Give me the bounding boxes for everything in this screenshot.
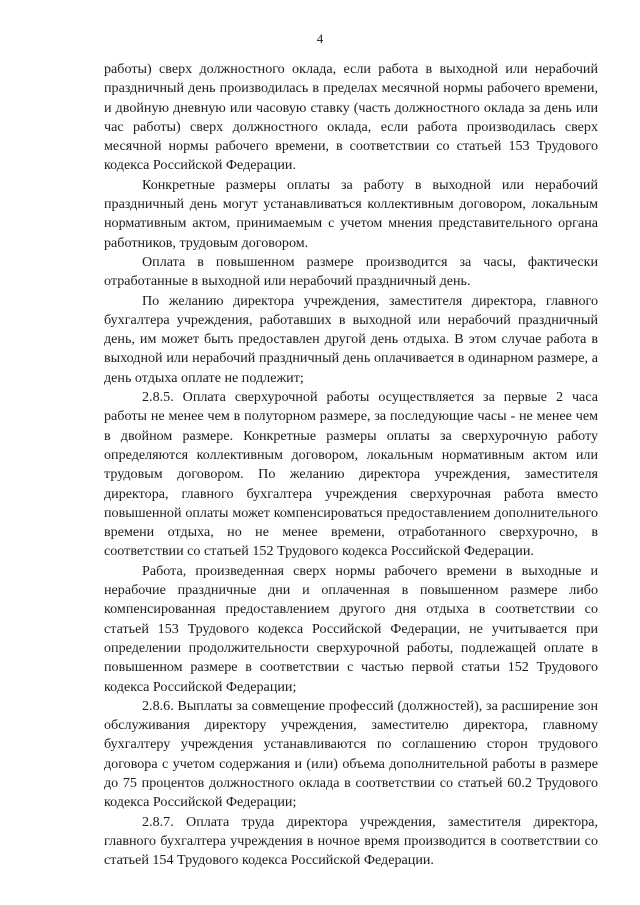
page-number: 4 xyxy=(316,31,324,46)
paragraph-increased-pay-hours: Оплата в повышенном размере производится за часы, фактически отработанные в выходной или нерабочий праздничный день. xyxy=(104,253,598,290)
paragraph-overtime-weekend-continuation: работы) сверх должностного оклада, если работа в выходной или нерабочий праздничный день производилась в пределах месячной нормы рабочего времени, и двойную дневную или часовую ставку (часть должностного оклада за день или час работы) сверх должностного оклада, если работа производилась сверх месячной нормы рабочего времени, в соответствии со статьей 153 Трудового кодекса Российской Федерации. xyxy=(104,61,598,174)
document-body xyxy=(104,60,598,870)
paragraph-weekend-pay-amounts: Конкретные размеры оплаты за работу в выходной или нерабочий праздничный день могут устанавливаться коллективным договором, локальным нормативным актом, принимаемым с учетом мнения представительного органа работников, трудовым договором. xyxy=(104,176,598,251)
paragraph-overtime-exclusion: Работа, произведенная сверх нормы рабочего времени в выходные и нерабочие праздничные дни и оплаченная в повышенном размере либо компенсированная предоставлением другого дня отдыха в соответствии со статьей 153 Трудового кодекса Российской Федерации, не учитывается при определении продолжительности сверхурочной работы, подлежащей оплате в повышенном размере в соответствии с частью первой статьи 152 Трудового кодекса Российской Федерации; xyxy=(104,562,598,695)
paragraph-2-8-7: 2.8.7. Оплата труда директора учреждения, заместителя директора, главного бухгалтера учреждения в ночное время производится в соответствии со статьей 154 Трудового кодекса Российской Федерации. xyxy=(104,813,598,869)
paragraph-2-8-5: 2.8.5. Оплата сверхурочной работы осуществляется за первые 2 часа работы не менее чем в полуторном размере, за последующие часы - не менее чем в двойном размере. Конкретные размеры оплаты за сверхурочную работу определяются коллективным договором, локальным нормативным актом или трудовым договором. По желанию директора учреждения, заместителя директора, главного бухгалтера учреждения сверхурочная работа вместо повышенной оплаты может компенсироваться предоставлением дополнительного времени отдыха, но не менее времени, отработанного сверхурочно, в соответствии со статьей 152 Трудового кодекса Российской Федерации. xyxy=(104,389,598,560)
paragraph-day-off-option: По желанию директора учреждения, заместителя директора, главного бухгалтера учреждения, работавших в выходной или нерабочий праздничный день, им может быть предоставлен другой день отдыха. В этом случае работа в выходной или нерабочий праздничный день оплачивается в одинарном размере, а день отдыха оплате не подлежит; xyxy=(104,292,598,386)
paragraph-2-8-6: 2.8.6. Выплаты за совмещение профессий (должностей), за расширение зон обслуживания директору учреждения, заместителю директора, главному бухгалтеру учреждения устанавливаются по соглашению сторон трудового договора с учетом содержания и (или) объема дополнительной работы в размере до 75 процентов должностного оклада в соответствии со статьей 60.2 Трудового кодекса Российской Федерации; xyxy=(104,697,598,811)
